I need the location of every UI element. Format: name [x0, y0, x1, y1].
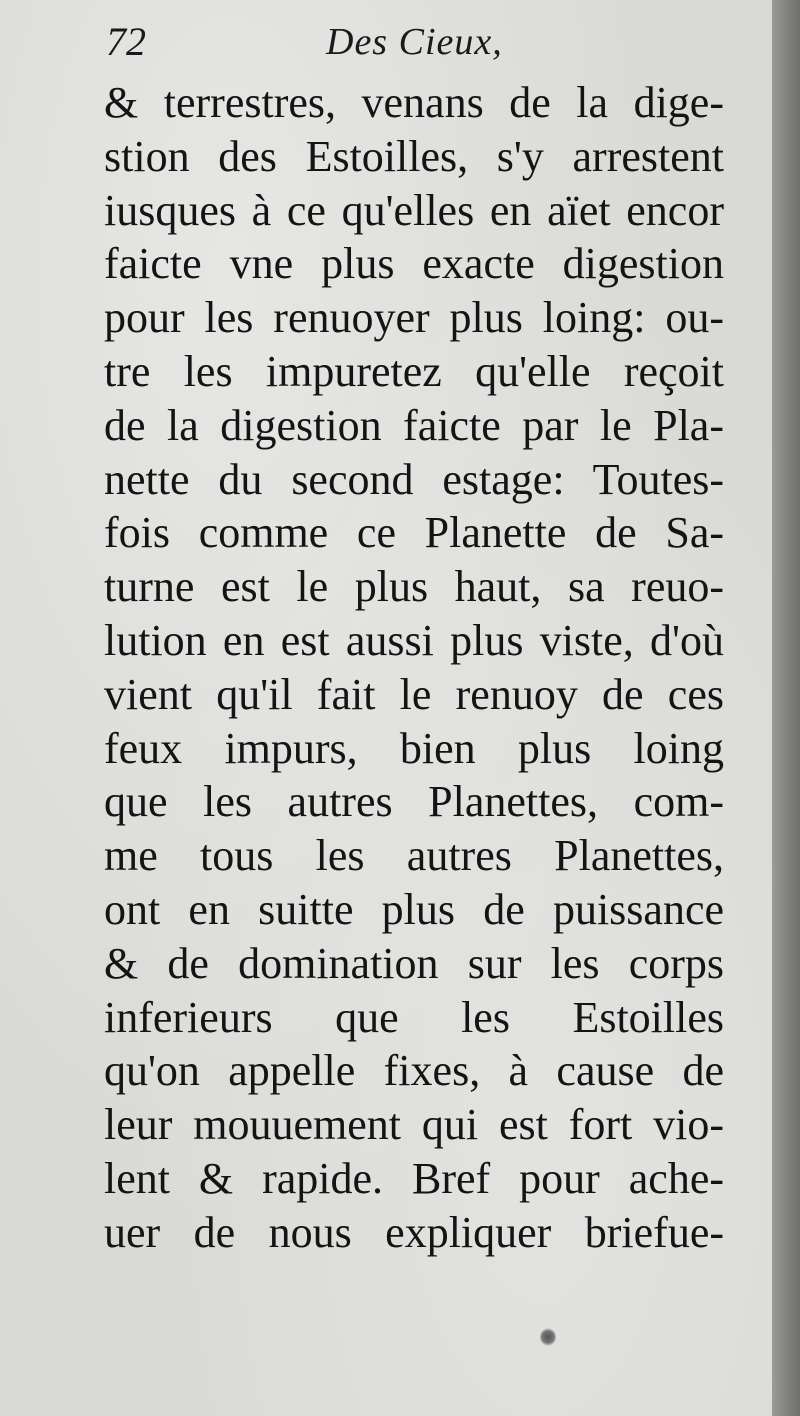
text-line: tre les impuretez qu'elle reçoit	[104, 346, 724, 396]
text-line: feux impurs, bien plus loing	[104, 723, 724, 773]
text-line: iusques à ce qu'elles en aïet encor	[104, 185, 724, 235]
text-line: & de domination sur les corps	[104, 938, 724, 988]
running-title: Des Cieux,	[326, 21, 503, 63]
text-line: stion des Estoilles, s'y arrestent	[104, 131, 724, 181]
text-line: vient qu'il fait le renuoy de ces	[104, 669, 724, 719]
text-line: lent & rapide. Bref pour ache-	[104, 1153, 724, 1203]
text-line: que les autres Planettes, com-	[104, 777, 724, 827]
text-line: uer de nous expliquer briefue-	[104, 1207, 724, 1257]
ink-speck	[540, 1328, 556, 1346]
text-line: fois comme ce Planette de Sa-	[104, 508, 724, 558]
text-line: faicte vne plus exacte digestion	[104, 239, 724, 289]
page-header	[106, 14, 726, 70]
text-line: turne est le plus haut, sa reuo-	[104, 562, 724, 612]
text-line: qu'on appelle fixes, à cause de	[104, 1046, 724, 1096]
text-line: me tous les autres Planettes,	[104, 831, 724, 881]
page-number: 72	[106, 19, 146, 64]
text-line: leur mouuement qui est fort vio-	[104, 1100, 724, 1150]
page-gutter	[772, 0, 800, 1416]
text-line: lution en est aussi plus viste, d'où	[104, 615, 724, 665]
body-text	[104, 76, 724, 1260]
text-line: pour les renuoyer plus loing: ou-	[104, 293, 724, 343]
text-line: ont en suitte plus de puissance	[104, 884, 724, 934]
text-line: nette du second estage: Toutes-	[104, 454, 724, 504]
text-line: & terrestres, venans de la dige-	[104, 78, 724, 127]
text-line: de la digestion faicte par le Pla-	[104, 400, 724, 450]
text-line: inferieurs que les Estoilles	[104, 992, 724, 1042]
